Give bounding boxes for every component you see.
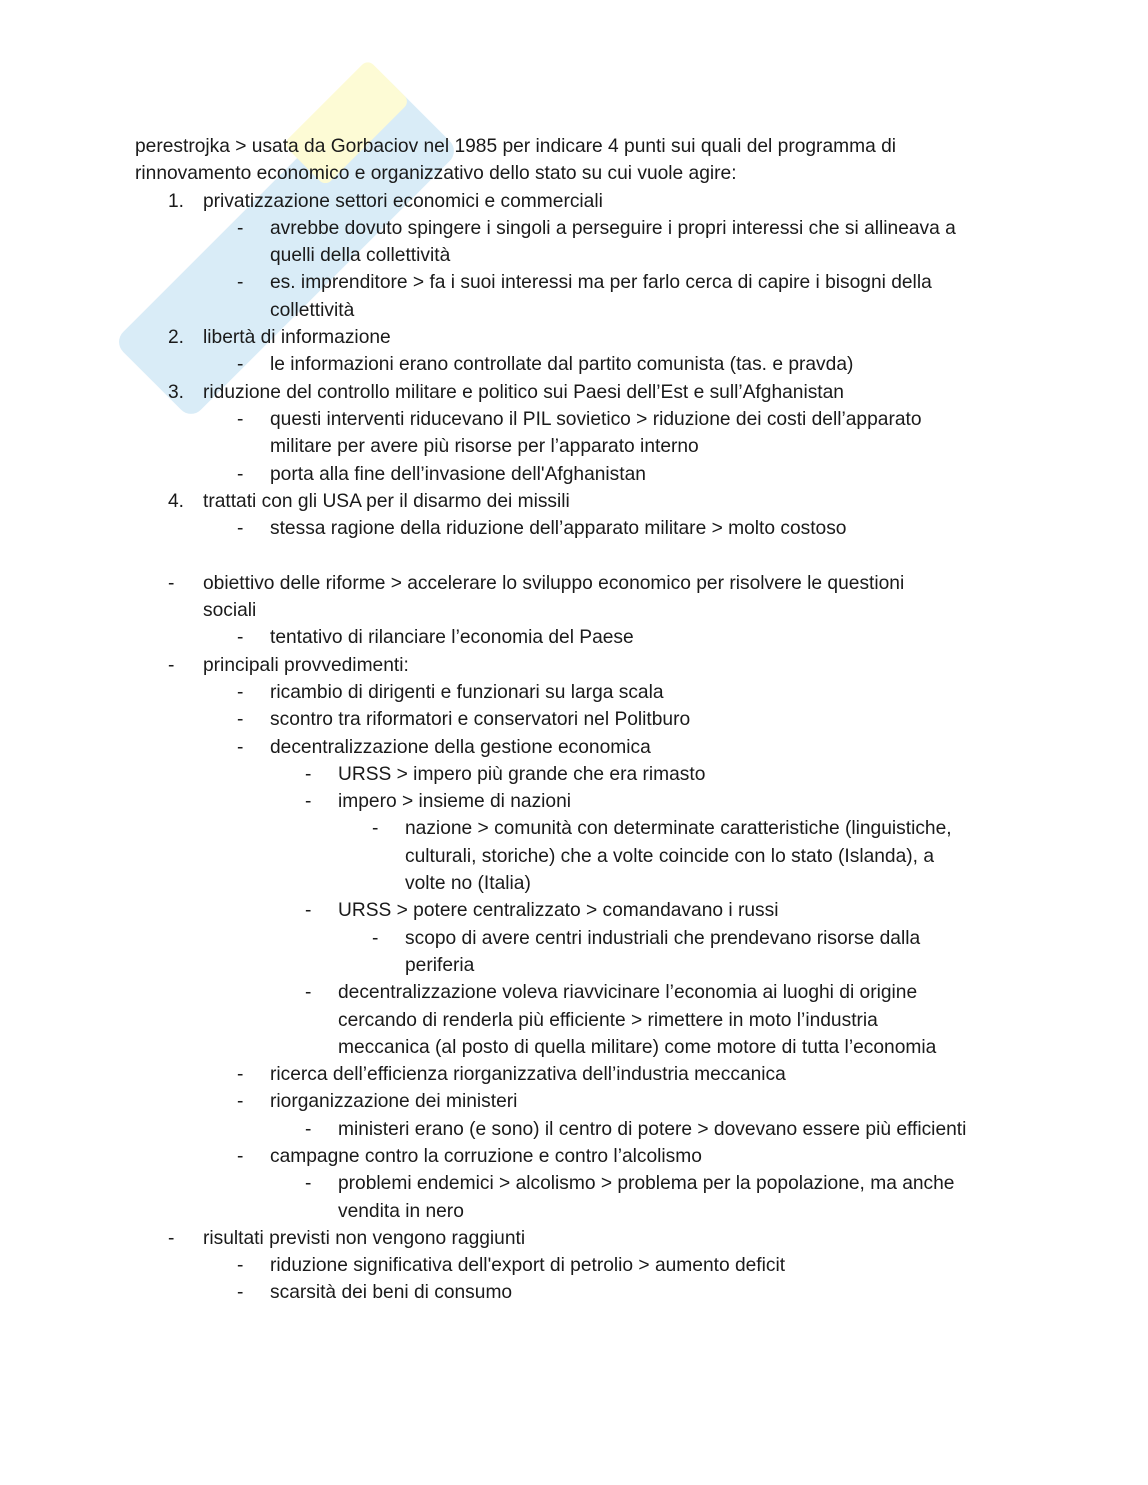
bullet-item [135, 515, 1025, 542]
bullet-item [135, 1143, 1025, 1170]
bullet-item [135, 1116, 1025, 1143]
dash-marker: - [305, 1118, 312, 1140]
bullet-item [135, 1225, 1025, 1252]
blank-line [135, 542, 1025, 569]
item-text: problemi endemici > alcolismo > problema per la popolazione, ma anche [338, 1173, 955, 1195]
bullet-item [135, 461, 1025, 488]
bullet-item [135, 979, 1025, 1006]
bullet-item [135, 406, 1025, 433]
item-text: campagne contro la corruzione e contro l’alcolismo [270, 1145, 702, 1167]
dash-marker: - [372, 927, 379, 949]
intro-line: perestrojka > usata da Gorbaciov nel 1985 per indicare 4 punti sui quali del programma di [135, 136, 897, 157]
dash-marker: - [237, 518, 244, 540]
item-text: riduzione significativa dell'export di petrolio > aumento deficit [270, 1255, 786, 1277]
dash-marker: - [168, 1227, 175, 1249]
dash-marker: - [372, 818, 379, 840]
bullet-item [135, 925, 1025, 952]
bullet-item [135, 1252, 1025, 1279]
item-text: libertà di informazione [203, 327, 391, 349]
item-text: impero > insieme di nazioni [338, 791, 572, 813]
item-text: trattati con gli USA per il disarmo dei missili [203, 490, 570, 512]
bullet-item [135, 1279, 1025, 1306]
bullet-item [135, 215, 1025, 242]
bullet-item [135, 570, 1025, 597]
item-text: decentralizzazione voleva riavvicinare l’economia ai luoghi di origine [338, 982, 918, 1004]
item-text: tentativo di rilanciare l’economia del Paese [270, 627, 634, 649]
numbered-item [135, 488, 1025, 515]
item-text: le informazioni erano controllate dal partito comunista (tas. e pravda) [270, 354, 854, 376]
item-text: questi interventi riducevano il PIL sovietico > riduzione dei costi dell’apparato [270, 408, 922, 430]
numbered-item [135, 324, 1025, 351]
dash-marker: - [237, 1282, 244, 1304]
bullet-item [135, 815, 1025, 842]
document-page [135, 133, 1025, 1307]
item-text: ricambio di dirigenti e funzionari su larga scala [270, 681, 664, 703]
bullet-item [135, 761, 1025, 788]
item-text: risultati previsti non vengono raggiunti [203, 1227, 526, 1249]
item-text: obiettivo delle riforme > accelerare lo sviluppo economico per risolvere le questioni [203, 572, 905, 594]
item-text: principali provvedimenti: [203, 654, 409, 676]
bullet-continuation: culturali, storiche) che a volte coincide con lo stato (Islanda), a [405, 845, 934, 867]
bullet-item [135, 1088, 1025, 1115]
dash-marker: - [237, 1145, 244, 1167]
bullet-continuation: quelli della collettività [270, 245, 451, 267]
dash-marker: - [237, 1091, 244, 1113]
bullet-continuation: militare per avere più risorse per l’apparato interno [270, 436, 699, 458]
bullet-item [135, 897, 1025, 924]
dash-marker: - [168, 572, 175, 594]
bullet-continuation: cercando di renderla più efficiente > rimettere in moto l’industria [338, 1009, 878, 1031]
bullet-item [135, 624, 1025, 651]
item-text: scontro tra riformatori e conservatori nel Politburo [270, 709, 691, 731]
bullet-item [135, 734, 1025, 761]
dash-marker: - [237, 1255, 244, 1277]
bullet-item [135, 1061, 1025, 1088]
dash-marker: - [237, 627, 244, 649]
bullet-item [135, 351, 1025, 378]
dash-marker: - [305, 791, 312, 813]
bullet-continuation: meccanica (al posto di quella militare) come motore di tutta l’economia [338, 1036, 937, 1058]
item-text: ministeri erano (e sono) il centro di potere > dovevano essere più efficienti [338, 1118, 967, 1140]
item-number: 1. [168, 190, 185, 212]
bullet-continuation: collettività [270, 299, 355, 321]
item-text: porta alla fine dell’invasione dell'Afghanistan [270, 463, 646, 485]
item-number: 4. [168, 490, 185, 512]
item-text: URSS > impero più grande che era rimasto [338, 763, 706, 785]
bullet-item [135, 706, 1025, 733]
bullet-item [135, 1170, 1025, 1197]
item-text: riorganizzazione dei ministeri [270, 1091, 518, 1113]
bullet-item [135, 788, 1025, 815]
item-text: riduzione del controllo militare e politico sui Paesi dell’Est e sull’Afghanistan [203, 381, 844, 403]
dash-marker: - [237, 681, 244, 703]
item-text: nazione > comunità con determinate caratteristiche (linguistiche, [405, 818, 952, 840]
dash-marker: - [237, 709, 244, 731]
item-text: es. imprenditore > fa i suoi interessi ma per farlo cerca di capire i bisogni della [270, 272, 932, 294]
bullet-continuation: volte no (Italia) [405, 873, 531, 895]
item-text: avrebbe dovuto spingere i singoli a perseguire i propri interessi che si allineava a [270, 217, 956, 239]
bullet-item [135, 679, 1025, 706]
dash-marker: - [305, 763, 312, 785]
dash-marker: - [237, 272, 244, 294]
item-text: scarsità dei beni di consumo [270, 1282, 513, 1304]
numbered-item [135, 188, 1025, 215]
item-text: scopo di avere centri industriali che prendevano risorse dalla [405, 927, 921, 949]
dash-marker: - [168, 654, 175, 676]
intro-line: rinnovamento economico e organizzativo dello stato su cui vuole agire: [135, 163, 737, 185]
item-text: privatizzazione settori economici e commerciali [203, 190, 603, 212]
item-text: stessa ragione della riduzione dell’apparato militare > molto costoso [270, 518, 847, 540]
item-text: ricerca dell’efficienza riorganizzativa dell’industria meccanica [270, 1064, 786, 1086]
dash-marker: - [237, 1064, 244, 1086]
dash-marker: - [237, 736, 244, 758]
dash-marker: - [237, 463, 244, 485]
dash-marker: - [305, 982, 312, 1004]
dash-marker: - [237, 217, 244, 239]
bullet-continuation: periferia [405, 954, 475, 976]
dash-marker: - [305, 900, 312, 922]
bullet-item [135, 269, 1025, 296]
item-text: URSS > potere centralizzato > comandavano i russi [338, 900, 779, 922]
bullet-continuation: vendita in nero [338, 1200, 464, 1222]
bullet-continuation: sociali [203, 600, 257, 622]
dash-marker: - [237, 408, 244, 430]
numbered-item [135, 379, 1025, 406]
item-number: 3. [168, 381, 185, 403]
dash-marker: - [305, 1173, 312, 1195]
bullet-item [135, 652, 1025, 679]
item-text: decentralizzazione della gestione economica [270, 736, 651, 758]
item-number: 2. [168, 327, 185, 349]
dash-marker: - [237, 354, 244, 376]
